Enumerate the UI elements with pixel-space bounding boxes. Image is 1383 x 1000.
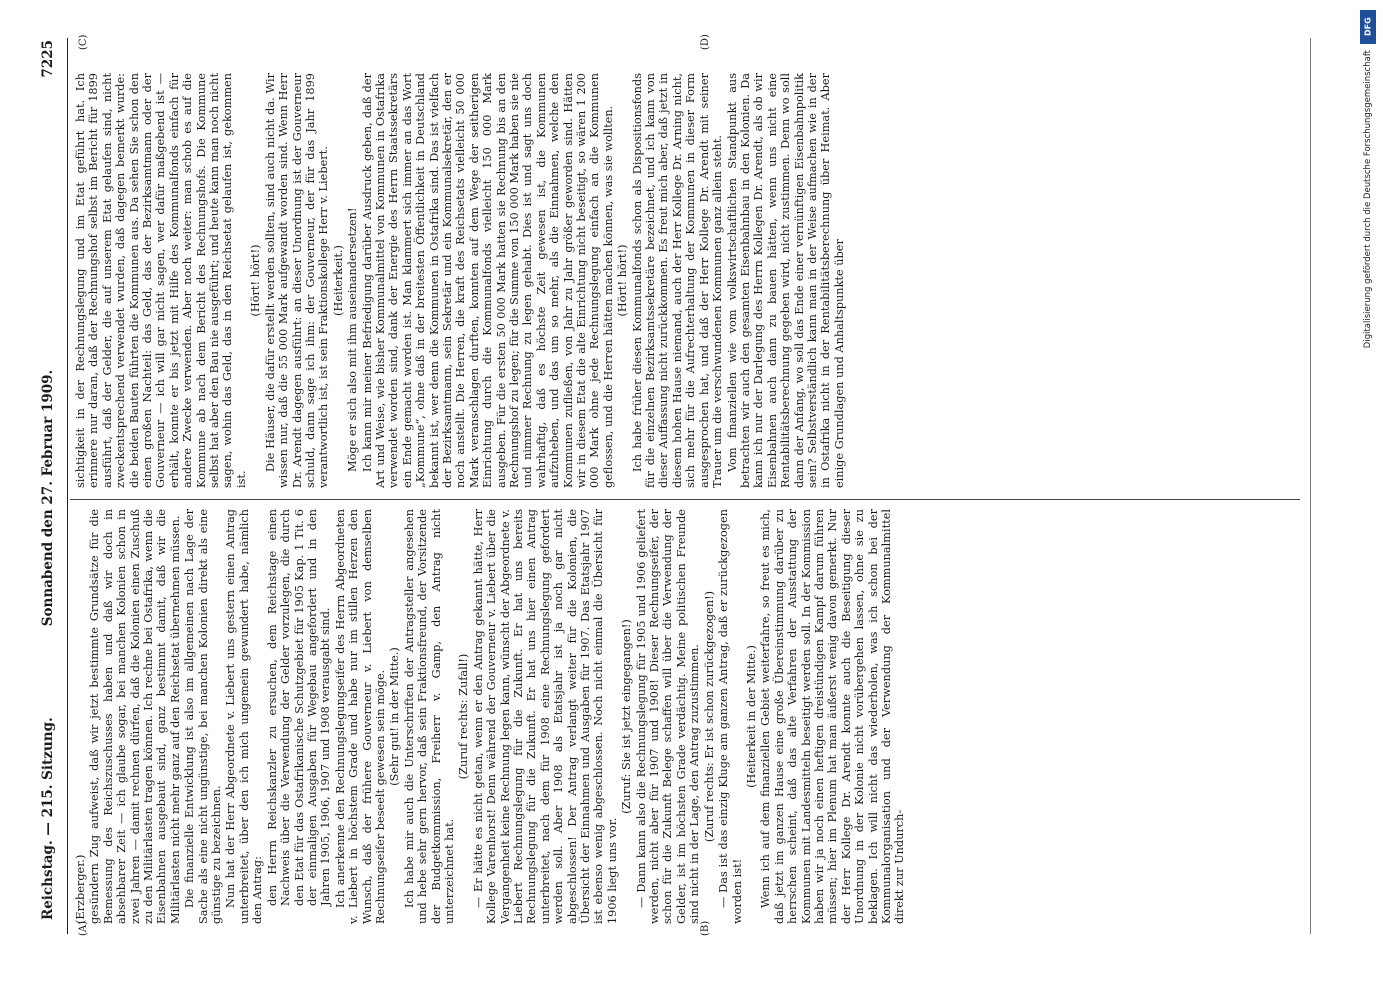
- margin-mark-b: (B): [700, 920, 711, 936]
- right-column: [74, 73, 1304, 488]
- left-column: [74, 509, 1304, 924]
- interjection: (Heiterkeit.): [331, 245, 345, 316]
- digitization-footer: [1359, 10, 1377, 990]
- paragraph: Vom finanziellen wie vom volkswirtschaftlichen Standpunkt aus betrachten wir auch den gesamten Eisenbahnbau in den Kolonien. Da kann ich nur der Darlegung des Herrn Kollegen Dr. Arendt, als ob wir Eisenbahnen auch dann zu bauen hätten, wenn uns nicht eine Rentabilitätsberechnung gegeben wird, nicht zustimmen. Denn wo soll dann der Anfang, wo soll das Ende einer vernünftigen Eisenbahnpolitik sein? Selbstverständlich kann man in der Weise aufmachen wie in der in Ostafrika nicht in der Rentabilitätsberechnung über Heimat. Aber einige Grundlagen und Anhaltspunkte über: [725, 73, 846, 488]
- paragraph: Nun hat der Herr Abgeordnete v. Liebert uns gestern einen Antrag unterbreitet, über den ich mich ungemein gewundert habe, nämlich den Antrag:: [224, 509, 265, 924]
- paragraph: Die Häuser, die dafür erstellt werden sollten, sind auch nicht da. Wir wissen nur, daß die 55 000 Mark aufgewandt worden sind. Wenn Herr Dr. Arendt dagegen ausführt: an dieser Unordnung ist der Gouverneur schuld, dann sage ich ihm: der Gouverneur, der für das Jahr 1899 verantwortlich ist, ist sein Fraktionskollege Herr v. Liebert.: [263, 73, 331, 488]
- paragraph: — Er hätte es nicht getan, wenn er den Antrag gekannt hätte, Herr Kollege Varenhorst! Denn während der Gouverneur v. Liebert über die Vergangenheit keine Rechnung legen kann, wünscht der Abgeordnete v. Liebert Rechnungslegung für die Zukunft. Er hat uns bereits Rechnungslegung für die Zukunft. Er hat uns hier einen Antrag unterbreitet, nach dem für 1908 eine Rechnungslegung gefordert werden soll. Aber 1908 als Etatsjahr ist ja noch gar nicht abgeschlossen! Der Antrag verlangt weiter für die Kolonien, die Übersicht der Einnahmen und Ausgaben für 1907. Das Etatsjahr 1907 ist ebenso wenig abgeschlossen. Noch nicht einmal die Übersicht für 1906 liegt uns vor.: [471, 509, 619, 924]
- paragraph: — Das ist das einzig Kluge am ganzen Antrag, daß er zurückgezogen worden ist!: [717, 509, 744, 924]
- speaker-tag: (Erzberger.): [74, 854, 87, 924]
- paragraph: Wenn ich auf dem finanziellen Gebiet weiterfahre, so freut es mich, daß jetzt im ganzen Hause eine große Übereinstimmung darüber zu herrschen scheint, daß das alte Verfahren der Ausstattung der Kommunen mit Landesmitteln beseitigt werden soll. In der Kommission haben wir ja noch einen heftigen dreistündigen Kampf darum führen müssen; hier im Plenum hat man äußerst wenig davon gemerkt. Nur der Herr Kollege Dr. Arendt konnte auch die Beseitigung dieser Unordnung in der Kolonie nicht vorübergehen lassen, ohne sie zu beklagen. Ich will nicht das wiederholen, was ich schon bei der Kommunalorganisation und der Verwendung der Kommunalmittel direkt zur Undurch-: [759, 509, 907, 924]
- margin-mark-a: (A): [78, 920, 89, 936]
- interjection: (Hört! hört!): [616, 244, 630, 317]
- header-rule: [67, 38, 68, 934]
- interjection: (Zuruf rechts: Zufall!): [457, 653, 471, 780]
- running-head-left: Reichstag. — 215. Sitzung.: [40, 717, 56, 920]
- paragraph: gesündern Zug aufweist, daß wir jetzt bestimmte Grundsätze für die Bemessung des Reichszuschusses haben und daß wir doch in absehbarer Zeit — ich glaube sogar, bei manchen Kolonien schon in zwei Jahren — damit rechnen dürfen, daß die Kolonien einen Zuschuß zu den Militärlasten tragen können. Ich rechne bei Ostafrika, wenn die Eisenbahnen ausgebaut sind, ganz bestimmt damit, daß wir die Militärlasten nicht mehr ganz auf den Reichsetat übernehmen müssen.: [88, 509, 182, 924]
- interjection: (Hört! hört!): [249, 244, 263, 317]
- interjection: (Zuruf rechts: Er ist schon zurückgezogen!): [702, 590, 716, 843]
- running-head-date: Sonnabend den 27. Februar 1909.: [40, 369, 56, 627]
- quoted-motion: den Herrn Reichskanzler zu ersuchen, dem Reichstage einen Nachweis über die Verwendung der Gelder vorzulegen, die durch den Etat für das Ostafrikanische Schutzgebiet für 1905 Kap. 1 Tit. 6 der einmaligen Ausgaben für Wegebau angefordert und in den Jahren 1905, 1906, 1907 und 1908 verausgabt sind.: [265, 509, 333, 906]
- interjection: (Zuruf: Sie ist jetzt eingegangen!): [620, 619, 634, 814]
- margin-mark-c: (C): [78, 34, 89, 50]
- paragraph: Die finanzielle Entwicklung ist also im allgemeinen nach Lage der Sache als eine nicht ungünstige, bei manchen Kolonien direkt als eine günstige zu bezeichnen.: [183, 509, 224, 924]
- paragraph: Ich anerkenne den Rechnungslegungseifer des Herrn Abgeordneten v. Liebert in höchstem Grade und habe nur im stillen Herzen den Wunsch, daß der frühere Gouverneur v. Liebert von demselben Rechnungseifer beseelt gewesen sein möge.: [333, 509, 387, 924]
- paragraph: Ich habe früher diesen Kommunalfonds schon als Dispositionsfonds für die einzelnen Bezirksamtssekretäre bezeichnet, und ich kann von dieser Auffassung nicht zurückkommen. Es freut mich aber, daß jetzt in diesem hohen Hause niemand, auch der Herr Kollege Dr. Arning nicht, sich mehr für die Aufrechterhaltung der Kommunen in dieser Form ausgesprochen hat, und daß der Herr Kollege Dr. Arendt mit seiner Trauer um die verschwundenen Kommunen ganz allein steht.: [630, 73, 725, 488]
- margin-mark-d: (D): [700, 34, 711, 50]
- paragraph: Ich kann mir meiner Befriedigung darüber Ausdruck geben, daß der Art und Weise, wie bisher Kommunalmittel von Kommunen in Ostafrika verwendet worden sind, dank der Energie des Herrn Staatssekretärs ein Ende gemacht worden ist. Man klammert sich immer an das Wort „Kommune“, ohne daß in der breitesten Öffentlichkeit in Deutschland bekannt ist, wer denn die Kommunen in Ostafrika sind. Das ist vielfach der Bezirksamtmann, sein Sekretär und ein Kommunalsekretär, den er noch anstellt. Die Herren, die kraft des Reichsetats vielleicht 50 000 Mark veranschlagen durften, konnten auf dem Wege der seitherigen Einrichtung durch die Kommunalfonds vielleicht 150 000 Mark ausgeben. Für die ersten 50 000 Mark hatten sie Rechnung bis an den Rechnungshof zu legen; für die Summe von 150 000 Mark haben sie nie und nimmer Rechnung zu legen gehabt. Dies ist und sagt uns doch wahrhaftig, daß es höchste Zeit gewesen ist, die Kommunen aufzuheben, und das um so mehr, als die Einnahmen, welche den Kommunen zufließen, von Jahr zu Jahr größer geworden sind. Hätten wir in diesem Etat die alte Einrichtung nicht beseitigt, so wären 1 200 000 Mark ohne jede Rechnungslegung einfach an die Kommunen geflossen, und die Herren hätten machen können, was sie wollten.: [360, 73, 615, 488]
- column-divider: [70, 499, 1300, 500]
- paragraph: sichtigkeit in der Rechnungslegung und im Etat geführt hat. Ich erinnere nur daran, daß der Rechnungshof selbst im Bericht für 1899 ausführt, daß der Gelder, die auf unserem Etat gelaufen sind, nicht zweckentsprechend verwendet wurden, daß dagegen bemerkt wurde: die beiden Bauten führten die Kommunen aus. Da sehen Sie schon den einen großen Nachteil: das Geld, das der Bezirksamtmann oder der Gouverneur — ich will gar nicht sagen, wer dafür maßgebend ist — erhält, konnte er bis jetzt mit Hilfe des Kommunalfonds einfach für andere Zwecke verwenden. Aber noch weiter: man schob es auf die Kommune ab nach dem Bericht des Rechnungshofs. Die Kommune selbst hat aber den Bau nie ausgeführt; und heute kann man noch nicht sagen, wohin das Geld, das in den Reichsetat gelaufen ist, gekommen ist.: [74, 73, 248, 488]
- page-number: 7225: [40, 40, 56, 78]
- paragraph: — Dann kann also die Rechnungslegung für 1905 und 1906 geliefert werden, nicht aber für 1907 und 1908! Dieser Rechnungseifer, der schon für die Zukunft Belege schaffen will über die Verwendung der Gelder, ist im höchsten Grade verdächtig. Meine politischen Freunde sind nicht in der Lage, den Antrag zuzustimmen.: [634, 509, 702, 924]
- paragraph: Ich habe mir auch die Unterschriften der Antragsteller angesehen und hebe sehr gern hervor, daß sein Fraktionsfreund, der Vorsitzende der Budgetkommission, Freiherr v. Gamp, den Antrag nicht unterzeichnet hat.: [402, 509, 456, 924]
- interjection: (Sehr gut! in der Mitte.): [388, 647, 402, 786]
- footer-rule: [1310, 38, 1311, 934]
- funding-note: Digitalisierung gefördert durch die Deutsche Forschungsgemeinschaft: [1363, 50, 1373, 349]
- interjection: (Heiterkeit in der Mitte.): [744, 645, 758, 788]
- dfg-logo: DFG: [1360, 10, 1376, 44]
- paragraph: Möge er sich also mit ihm auseinandersetzen!: [346, 207, 360, 472]
